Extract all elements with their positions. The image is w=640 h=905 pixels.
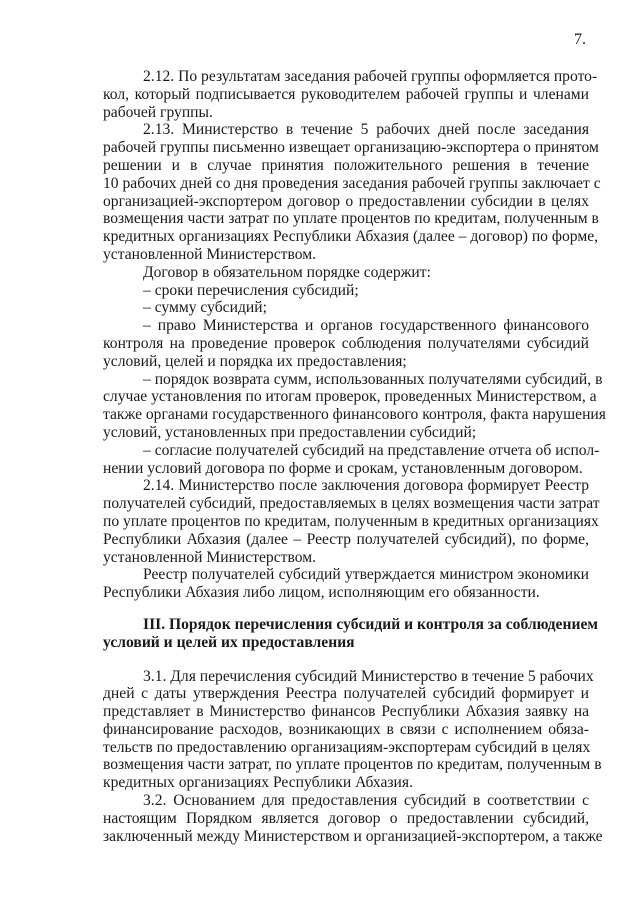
paragraph [103,299,589,317]
text-line: возмещения части затрат по уплате процентов по кредитам, полученным в [103,210,599,228]
text-line: условий, установленных при предоставлении субсидий; [103,423,477,441]
text-line: дней с даты утверждения Реестра получателей субсидий формирует и [103,685,589,703]
text-line: условий и целей их предоставления [103,633,355,651]
text-line: – сроки перечисления субсидий; [143,281,359,299]
text-line: – согласие получателей субсидий на представление отчета об испол- [143,441,600,459]
text-line: решении и в случае принятия положительного решения в течение [103,156,589,174]
text-line: III. Порядок перечисления субсидий и контроля за соблюдением [143,615,598,633]
text-line: 2.12. По результатам заседания рабочей группы оформляется прото- [143,68,598,85]
text-line: получателей субсидий, предоставляемых в целях возмещения части затрат [103,495,600,513]
text-line: финансирование расходов, возникающих в связи с исполнением обяза- [103,720,589,738]
paragraph [103,370,606,442]
paragraph [103,121,601,263]
text-line: 10 рабочих дней со дня проведения заседания рабочей группы заключает с [103,174,601,192]
text-line: установленной Министерством. [103,245,316,263]
text-line: Республики Абхазия либо лицом, исполняющим его обязанности. [103,584,540,602]
text-line: представляет в Министерство финансов Республики Абхазия заявку на [103,703,589,721]
text-line: 3.1. Для перечисления субсидий Министерство в течение 5 рабочих [143,667,594,685]
paragraph [103,264,589,282]
page-number: 7. [574,31,586,48]
text-line: рабочей группы письменно извещает организацию-экспортера о принятом [103,139,599,157]
text-line: по уплате процентов по кредитам, полученным в кредитных организациях [103,512,599,530]
paragraph [103,68,598,121]
text-line: – порядок возврата сумм, использованных получателями субсидий, в [143,370,603,388]
text-line: 2.13. Министерство в течение 5 рабочих дней после заседания [143,121,589,139]
paragraph [103,477,600,566]
paragraph [103,282,589,300]
text-line: нении условий договора по форме и срокам, установленным договором. [103,459,583,477]
paragraph [103,317,589,370]
text-line: тельств по предоставлению организациям-экспортерам субсидий в целях [103,738,591,756]
text-line: кол, который подписывается руководителем рабочей группы и членами [103,85,589,103]
text-line: возмещения части затрат, по уплате процентов по кредитам, полученным в [103,756,602,774]
text-line: – право Министерства и органов государственного финансового [143,317,589,335]
text-line: организацией-экспортером договор о предоставлении субсидии в целях [103,192,589,210]
paragraph [103,566,589,602]
paragraph [103,441,600,478]
text-line: также органами государственного финансового контроля, факта нарушения [103,406,606,424]
text-line: установленной Министерством. [103,548,316,566]
text-line: контроля на проведение проверок соблюдения получателями субсидий [103,334,589,352]
text-line: кредитных организациях Республики Абхазия (далее – договор) по форме, [103,228,599,246]
text-line: 3.2. Основанием для предоставления субсидий в соответствии с [143,792,589,810]
text-line: 2.14. Министерство после заключения договора формирует Реестр [143,477,589,495]
text-line: Договор в обязательном порядке содержит: [143,263,431,281]
text-line: Республики Абхазия (далее – Реестр получателей субсидий), по форме, [103,530,589,548]
text-line: – сумму субсидий; [143,299,267,317]
text-line: условий, целей и порядка их предоставления; [103,352,407,370]
text-line: случае установления по итогам проверок, проведенных Министерством, а [103,388,597,406]
document-body [103,68,606,845]
text-line: кредитных организациях Республики Абхазия. [103,774,413,792]
text-line: Реестр получателей субсидий утверждается министром экономики [143,566,589,584]
text-line: настоящим Порядком является договор о предоставлении субсидий, [103,809,589,827]
section-heading [103,615,598,652]
paragraph [103,792,603,845]
text-line: рабочей группы. [103,103,213,121]
paragraph [103,667,602,793]
text-line: заключенный между Министерством и организацией-экспортером, а также [103,827,603,845]
